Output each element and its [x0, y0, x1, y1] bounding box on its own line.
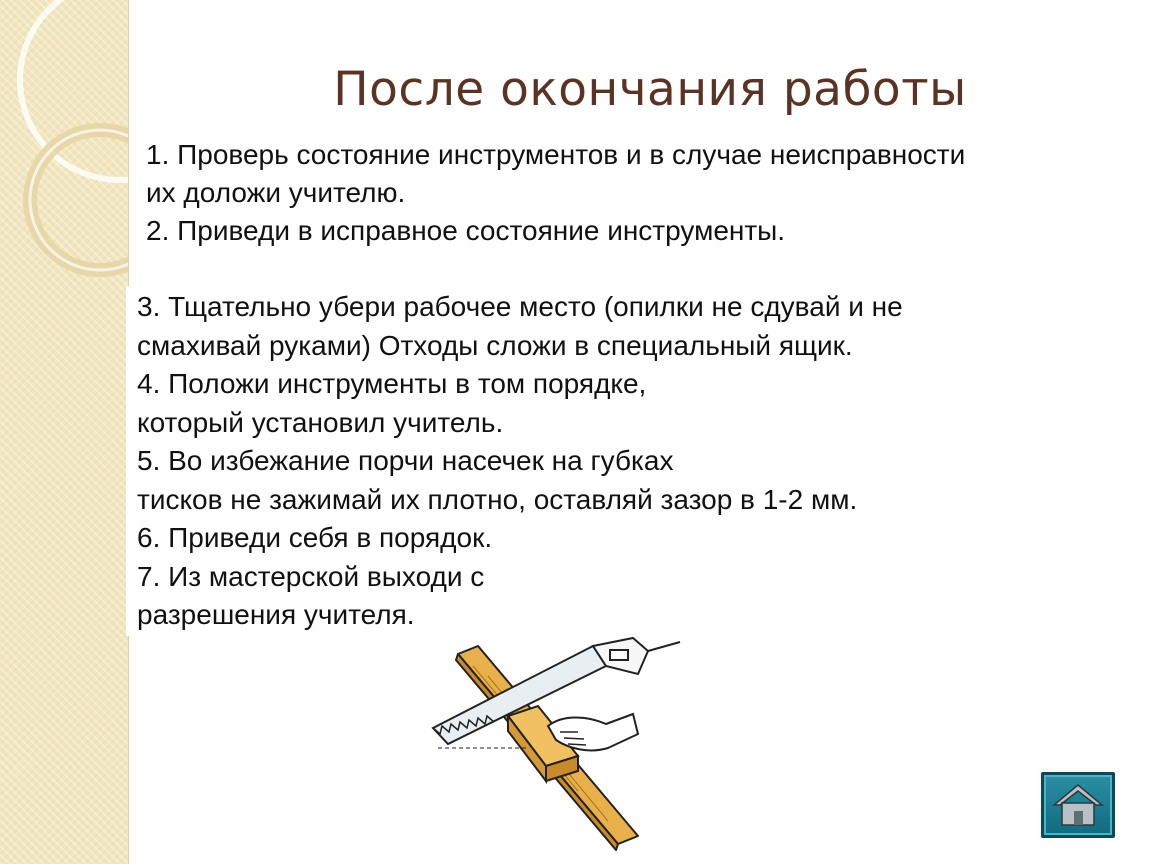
hand-saw-cutting-board-icon	[428, 636, 688, 856]
instruction-line: разрешения учителя.	[137, 599, 415, 630]
instruction-line: 2. Приведи в исправное состояние инструменты.	[146, 215, 786, 246]
slide-title: После окончания работы	[333, 62, 967, 117]
instructions-block-2	[126, 286, 1026, 636]
instruction-line: 6. Приведи себя в порядок.	[137, 522, 493, 553]
instructions-block-1	[146, 136, 1106, 250]
instruction-line: 3. Тщательно убери рабочее место (опилки не сдувай и не	[137, 291, 903, 322]
instruction-line: тисков не зажимай их плотно, оставляй зазор в 1-2 мм.	[137, 483, 858, 515]
decorative-rings	[0, 0, 128, 864]
instruction-line: смахивай руками) Отходы сложи в специальный ящик.	[137, 329, 853, 361]
instruction-line: их доложи учителю.	[146, 177, 406, 208]
instruction-line: 1. Проверь состояние инструментов и в случае неисправности	[146, 139, 966, 170]
instruction-line: который установил учитель.	[137, 406, 504, 438]
home-button[interactable]	[1041, 772, 1115, 838]
instruction-line: 7. Из мастерской выходи с	[137, 560, 485, 592]
decorative-left-strip	[0, 0, 129, 864]
instruction-line: 4. Положи инструменты в том порядке,	[137, 368, 647, 399]
home-icon	[1052, 781, 1104, 829]
instruction-line: 5. Во избежание порчи насечек на губках	[137, 445, 674, 476]
